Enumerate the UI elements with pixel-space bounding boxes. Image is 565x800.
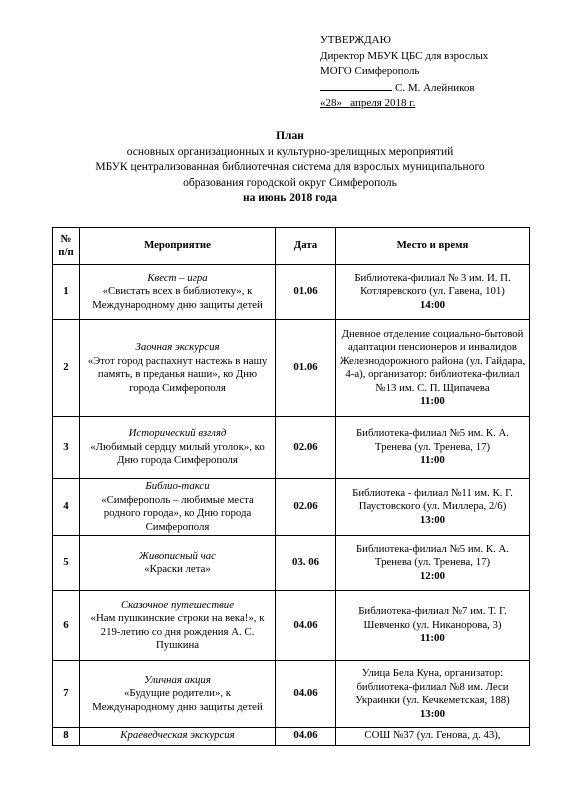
event-time: 14:00: [419, 298, 446, 311]
event-time: 11:00: [420, 632, 445, 645]
row-date: 04.06: [276, 591, 336, 661]
header-event: Мероприятие: [80, 228, 276, 265]
header-date: Дата: [276, 228, 336, 265]
heading-line-4: образования городской округ Симферополь: [183, 176, 397, 189]
event-description: «Краски лета»: [144, 563, 211, 575]
row-date: 01.06: [276, 320, 336, 417]
row-place: [336, 728, 530, 746]
approval-date-day: «28»: [320, 97, 342, 109]
event-genre: Краеведческая экскурсия: [120, 729, 235, 741]
heading-title: План: [276, 130, 304, 142]
place-text: Библиотека - филиал №11 им. К. Г. Паустовского (ул. Миллера, 2/6): [352, 486, 513, 513]
event-genre: Библио-такси: [145, 480, 210, 492]
place-text: Библиотека-филиал №5 им. К. А. Тренева (ул. Тренева, 17): [355, 427, 510, 453]
row-event: [80, 320, 276, 417]
row-num: 6: [53, 591, 80, 661]
place-text: Библиотека-филиал №5 им. К. А. Тренева (ул. Тренева, 17): [355, 542, 510, 569]
table-row: [53, 417, 530, 479]
approval-block: [320, 33, 530, 112]
row-event: [80, 536, 276, 591]
event-genre: Живописный час: [139, 549, 216, 562]
row-place: [336, 320, 530, 417]
approval-signer: С. М. Алейников: [395, 81, 475, 94]
row-num: 5: [53, 536, 80, 591]
row-place: [336, 591, 530, 661]
approval-signer-line: [320, 80, 530, 97]
place-text: Дневное отделение социально-бытовой адаптации пенсионеров и инвалидов Железнодорожного района (ул. Гайдара, 4-а), организатор: библиотека-филиал №13 им. С. П. Щипачева: [339, 327, 526, 394]
event-genre: Квест – игра: [147, 271, 208, 284]
row-event: [80, 728, 276, 746]
event-time: 13:00: [419, 707, 446, 720]
row-event: [80, 661, 276, 728]
place-text: СОШ №37 (ул. Генова, д. 43),: [364, 729, 501, 741]
event-description: «Нам пушкинские строки на века!», к 219-летию со дня рождения А. С. Пушкина: [90, 612, 265, 651]
event-time: 12:00: [419, 569, 446, 582]
row-date: 03. 06: [276, 536, 336, 591]
event-description: «Свистать всех в библиотеку», к Международному дню защиты детей: [92, 285, 263, 311]
event-description: «Будущие родители», к Международному дню защиты детей: [92, 687, 263, 713]
table-row: [53, 728, 530, 746]
row-event: [80, 479, 276, 536]
row-date: 04.06: [276, 661, 336, 728]
approval-date-rest: апреля 2018 г.: [350, 97, 416, 109]
row-num: 7: [53, 661, 80, 728]
event-description: «Любимый сердцу милый уголок», ко Дню города Симферополя: [90, 440, 265, 467]
heading-period: на июнь 2018 года: [242, 192, 338, 204]
place-text: Библиотека-филиал №7 им. Т. Г. Шевченко (ул. Никанорова, 3): [358, 605, 507, 631]
row-num: 3: [53, 417, 80, 479]
approval-title: УТВЕРЖДАЮ: [320, 34, 391, 46]
row-place: [336, 417, 530, 479]
event-genre: Уличная акция: [144, 673, 211, 686]
row-event: [80, 591, 276, 661]
table-row: [53, 265, 530, 320]
table-row: [53, 591, 530, 661]
event-genre: Исторический взгляд: [128, 427, 227, 440]
row-place: [336, 536, 530, 591]
event-time: 11:00: [420, 395, 445, 407]
row-place: [336, 479, 530, 536]
row-date: 02.06: [276, 417, 336, 479]
event-genre: Заочная экскурсия: [135, 341, 220, 353]
row-event: [80, 417, 276, 479]
event-description: «Этот город распахнут настежь в нашу память, в преданья наши», ко Дню города Симферополя: [87, 354, 268, 394]
table-header-row: [53, 228, 530, 265]
row-place: [336, 265, 530, 320]
place-text: Библиотека-филиал № 3 им. И. П. Котляревского (ул. Гавена, 101): [354, 271, 511, 298]
row-event: [80, 265, 276, 320]
events-table: [52, 227, 530, 746]
header-num: № п/п: [53, 228, 80, 265]
approval-date: [320, 96, 530, 112]
row-date: 02.06: [276, 479, 336, 536]
row-num: 1: [53, 265, 80, 320]
approval-line-2: МОГО Симферополь: [320, 65, 420, 77]
table-row: [53, 536, 530, 591]
row-num: 2: [53, 320, 80, 417]
row-num: 8: [53, 728, 80, 746]
approval-line-1: Директор МБУК ЦБС для взрослых: [320, 49, 489, 62]
row-place: [336, 661, 530, 728]
event-time: 13:00: [419, 513, 446, 526]
table-row: [53, 320, 530, 417]
table-row: [53, 479, 530, 536]
row-date: 01.06: [276, 265, 336, 320]
event-description: «Симферополь – любимые места родного города», ко Дню города Симферополя: [101, 493, 254, 533]
heading-line-2: основных организационных и культурно-зрелищных мероприятий: [126, 145, 454, 158]
event-time: 11:00: [420, 454, 445, 467]
row-date: 04.06: [276, 728, 336, 746]
heading-line-3: МБУК централизованная библиотечная система для взрослых муниципального: [95, 161, 485, 173]
row-num: 4: [53, 479, 80, 536]
place-text: Улица Бела Куна, организатор: библиотека-филиал №8 им. Леси Украинки (ул. Кечкеметская, 188): [355, 667, 510, 706]
document-heading: [60, 129, 520, 207]
header-place: Место и время: [336, 228, 530, 265]
signature-line: [320, 80, 392, 91]
table-row: [53, 661, 530, 728]
event-genre: Сказочное путешествие: [120, 598, 234, 611]
